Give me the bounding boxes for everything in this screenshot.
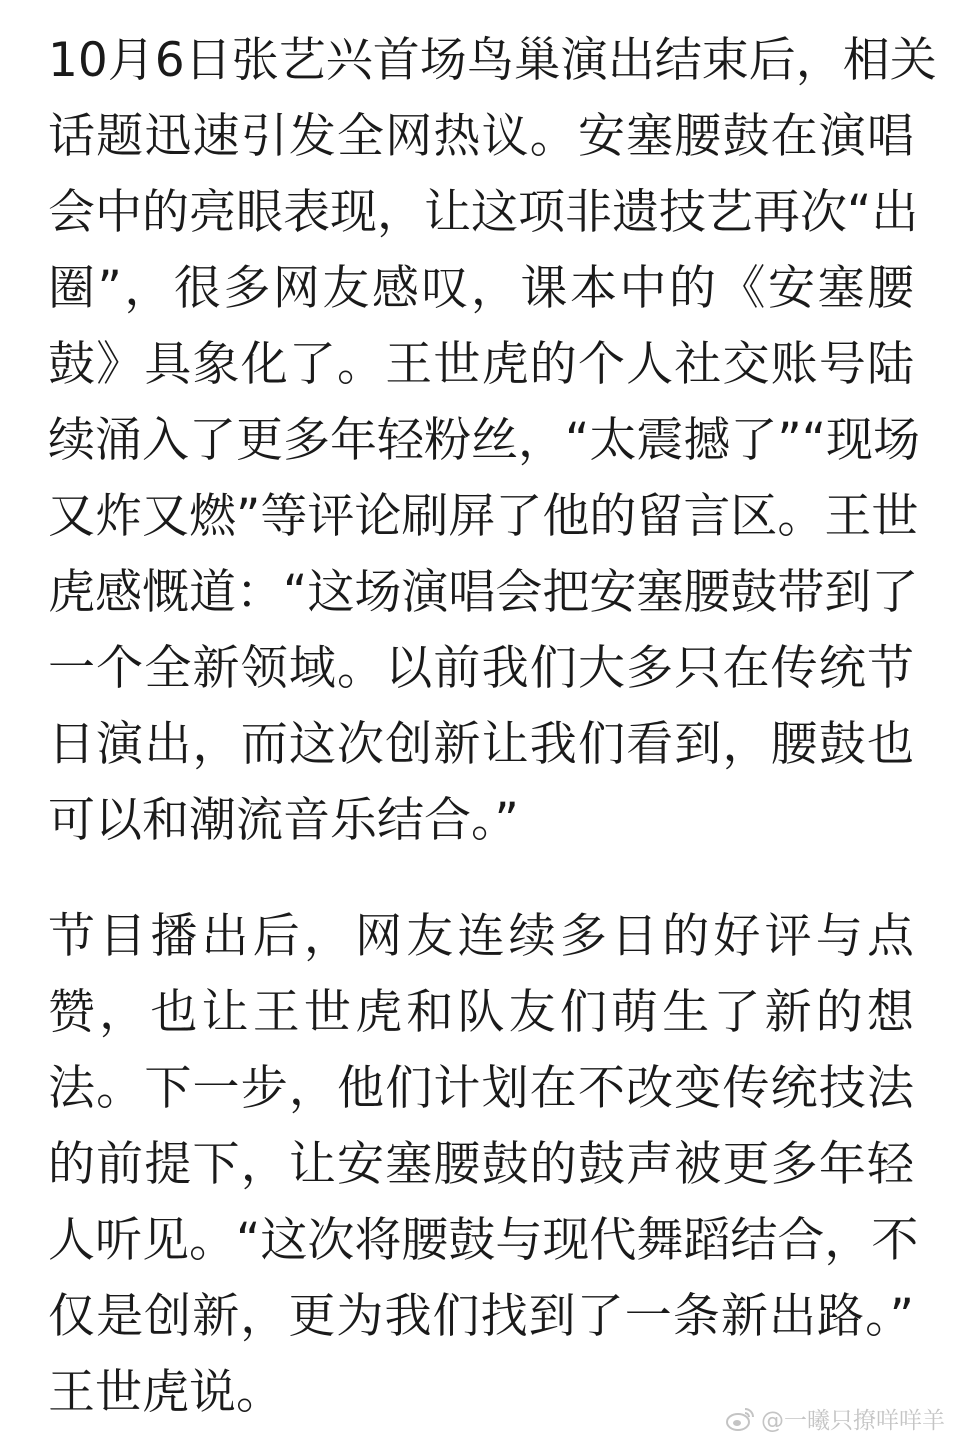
text-line: 鼓》具象化了。王世虎的个人社交账号陆 bbox=[48, 337, 914, 392]
watermark bbox=[725, 1402, 945, 1435]
text-line: 续涌入了更多年轻粉丝，“太震撼了”“现场 bbox=[48, 413, 921, 468]
text-line: 仅是创新，更为我们找到了一条新出路。” bbox=[48, 1289, 914, 1344]
weibo-icon bbox=[725, 1406, 755, 1432]
text-line: 节目播出后，网友连续多日的好评与点 bbox=[48, 909, 914, 964]
text-line: 会中的亮眼表现，让这项非遗技艺再次“出 bbox=[48, 185, 919, 240]
text-line: 赞，也让王世虎和队友们萌生了新的想 bbox=[48, 985, 914, 1040]
text-line: 又炸又燃”等评论刷屏了他的留言区。王世 bbox=[48, 489, 919, 544]
text-line: 圈”，很多网友感叹，课本中的《安塞腰 bbox=[48, 261, 914, 316]
text-line: 话题迅速引发全网热议。安塞腰鼓在演唱 bbox=[48, 109, 914, 164]
text-line: 10月6日张艺兴首场鸟巢演出结束后，相关 bbox=[48, 33, 937, 88]
text-line: 的前提下，让安塞腰鼓的鼓声被更多年轻 bbox=[48, 1137, 914, 1192]
text-line: 一个全新领域。以前我们大多只在传统节 bbox=[48, 641, 914, 696]
text-line: 王世虎说。 bbox=[48, 1365, 283, 1420]
text-line: 日演出，而这次创新让我们看到，腰鼓也 bbox=[48, 717, 914, 772]
text-line: 虎感慨道：“这场演唱会把安塞腰鼓带到了 bbox=[48, 565, 919, 620]
text-line: 可以和潮流音乐结合。” bbox=[48, 793, 519, 848]
text-line: 法。下一步，他们计划在不改变传统技法 bbox=[48, 1061, 914, 1116]
watermark-handle[interactable]: @一曦只撩咩咩羊 bbox=[761, 1408, 945, 1434]
text-line: 人听见。“这次将腰鼓与现代舞蹈结合，不 bbox=[48, 1213, 919, 1268]
